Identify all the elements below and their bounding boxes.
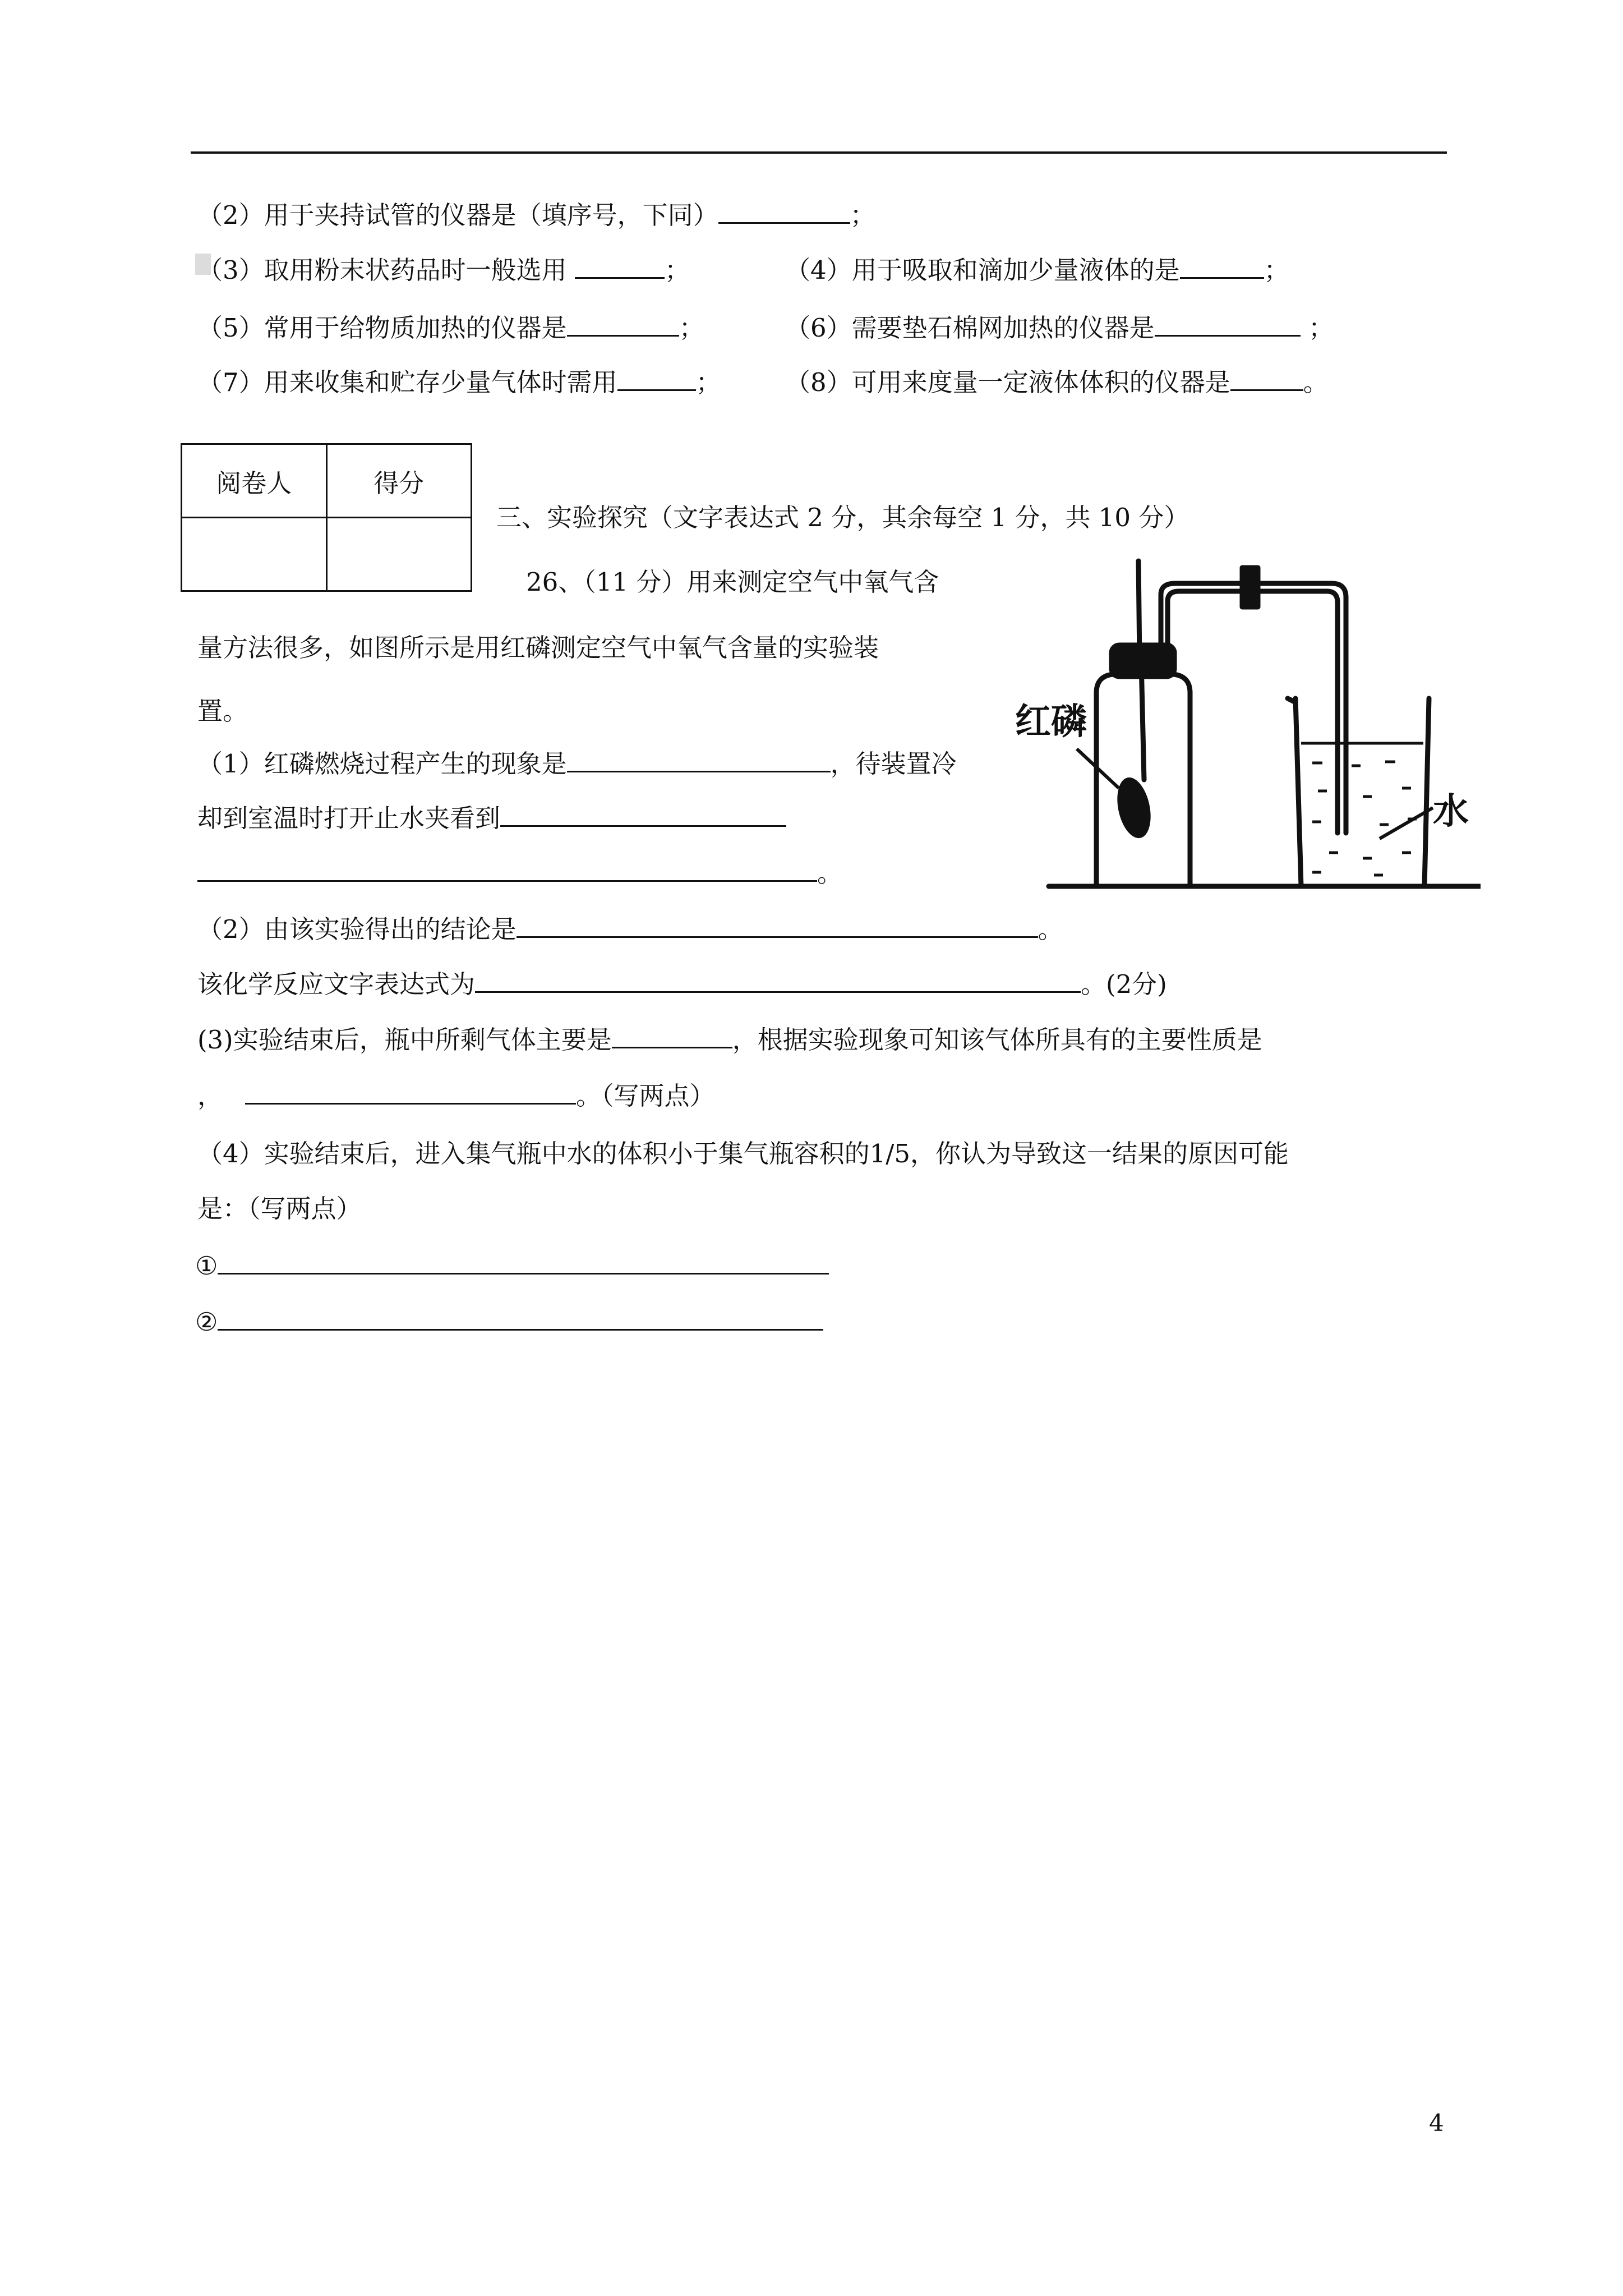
score-cell[interactable]: [326, 518, 472, 591]
page-number: 4: [1429, 2109, 1444, 2137]
grader-header: 阅卷人: [182, 444, 327, 518]
header-rule: [191, 151, 1447, 154]
grader-table: [181, 443, 472, 592]
problem-26-intro-1: 26、（11 分）用来测定空气中氧气含: [526, 567, 939, 597]
question-3: （3）取用粉末状药品时一般选用 ；: [197, 252, 690, 287]
problem-26-part-4-cont: 是：（写两点）: [197, 1194, 362, 1223]
problem-26-part-3-cont: ， 。（写两点）: [197, 1078, 715, 1113]
apparatus-figure: [1015, 555, 1481, 914]
answer-blank[interactable]: [575, 252, 665, 279]
question-4: （4）用于吸取和滴加少量液体的是 ；: [785, 252, 1289, 287]
problem-26-part-1-line: 。: [197, 855, 842, 890]
question-7: （7）用来收集和贮存少量气体时需用 ；: [197, 365, 721, 399]
answer-blank[interactable]: [1155, 310, 1301, 337]
score-header: 得分: [326, 444, 472, 518]
answer-blank[interactable]: [475, 967, 1081, 993]
answer-blank[interactable]: [567, 310, 679, 337]
answer-blank[interactable]: [567, 746, 831, 772]
problem-26-part-1: （1）红磷燃烧过程产生的现象是 ，待装置冷: [197, 746, 957, 781]
reason-2: ②: [195, 1304, 823, 1339]
question-5: （5）常用于给物质加热的仪器是 ；: [197, 310, 704, 345]
answer-blank[interactable]: [245, 1078, 576, 1105]
reason-1: ①: [195, 1248, 829, 1283]
problem-26-part-2: （2）由该实验得出的结论是 。: [197, 912, 1063, 946]
water-clamp: [1242, 568, 1258, 607]
red-phosphorus-label: 红磷: [1015, 701, 1087, 743]
answer-blank[interactable]: [218, 1248, 829, 1274]
answer-blank[interactable]: [197, 855, 817, 882]
answer-blank[interactable]: [612, 1022, 732, 1048]
answer-blank[interactable]: [718, 197, 850, 224]
problem-26-part-1-cont: 却到室温时打开止水夹看到: [197, 800, 786, 835]
water-label: 水: [1433, 791, 1469, 832]
answer-blank[interactable]: [1230, 365, 1303, 391]
question-8: （8）可用来度量一定液体体积的仪器是 。: [785, 365, 1329, 399]
answer-blank[interactable]: [617, 365, 696, 391]
answer-blank[interactable]: [517, 912, 1038, 938]
beaker: [1295, 698, 1429, 886]
section-3-title: 三、实验探究（文字表达式 2 分，其余每空 1 分，共 10 分）: [496, 503, 1189, 532]
question-2: （2）用于夹持试管的仪器是（填序号，下同） ；: [197, 197, 875, 232]
grader-cell[interactable]: [182, 518, 327, 591]
problem-26-intro-2: 量方法很多，如图所示是用红磷测定空气中氧气含量的实验装: [197, 633, 879, 662]
problem-26-part-3: (3)实验结束后，瓶中所剩气体主要是 ，根据实验现象可知该气体所具有的主要性质是: [197, 1022, 1262, 1057]
problem-26-part-4: （4）实验结束后，进入集气瓶中水的体积小于集气瓶容积的1/5，你认为导致这一结果的原因可能: [197, 1139, 1289, 1168]
answer-blank[interactable]: [218, 1304, 823, 1331]
question-6: （6）需要垫石棉网加热的仪器是 ；: [785, 310, 1334, 345]
water: [1301, 743, 1423, 875]
answer-blank[interactable]: [1180, 252, 1264, 279]
answer-blank[interactable]: [500, 800, 786, 827]
problem-26-equation: 该化学反应文字表达式为 。(2分): [197, 967, 1167, 1001]
problem-26-intro-3: 置。: [197, 696, 248, 726]
red-phosphorus: [1112, 774, 1156, 841]
